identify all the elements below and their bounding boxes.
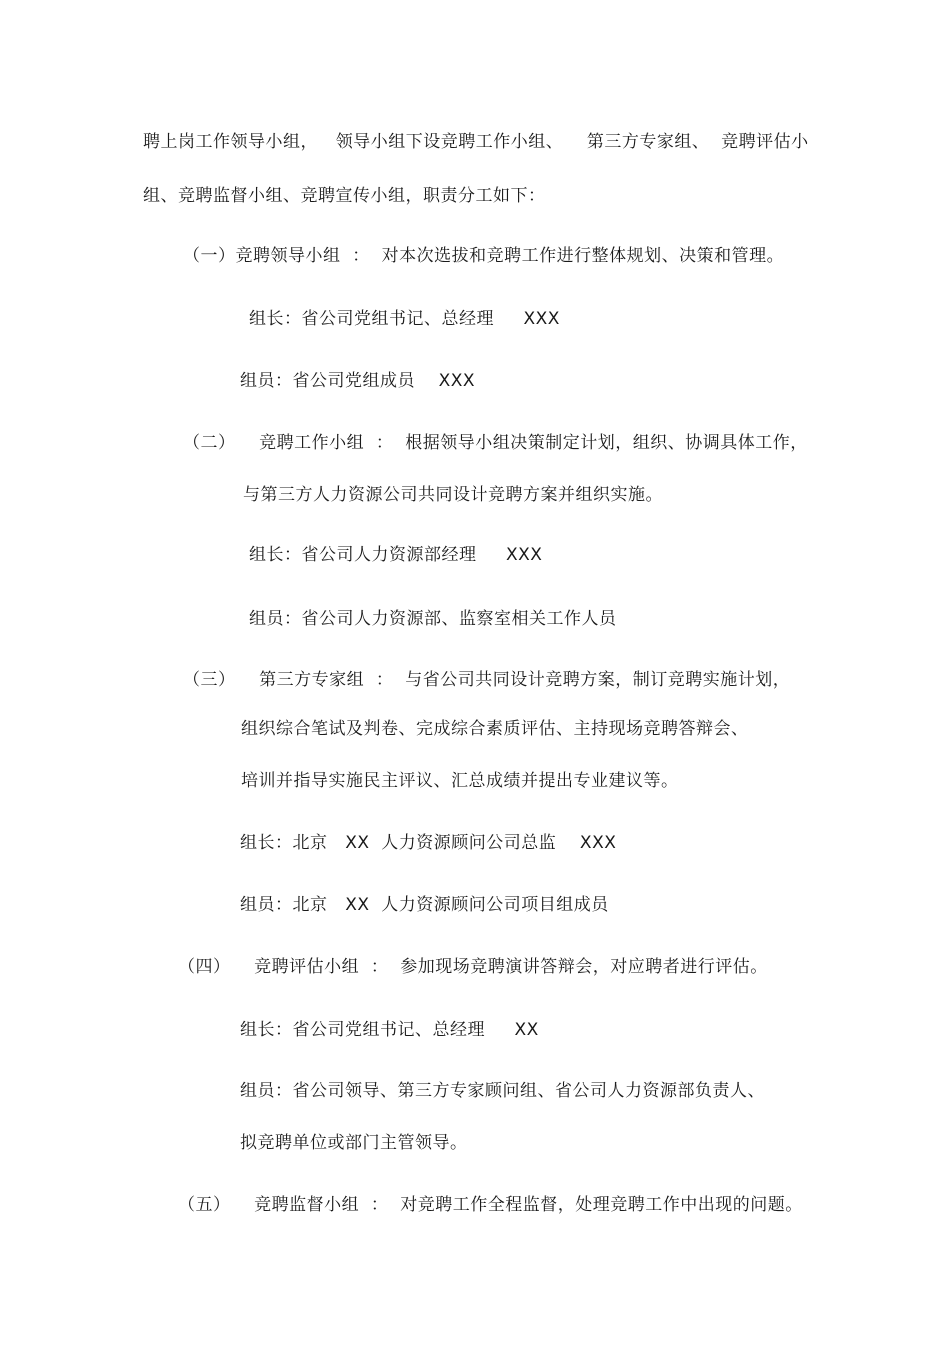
section-2-heading-cont: 与第三方人力资源公司共同设计竞聘方案并组织实施。 [243, 485, 663, 505]
section-1-members: 组员：省公司党组成员 XXX [240, 371, 476, 391]
section-1-leader: 组长：省公司党组书记、总经理 XXX [249, 309, 560, 329]
section-2-heading: （二） 竞聘工作小组 ： 根据领导小组决策制定计划，组织、协调具体工作， [183, 433, 808, 453]
section-3-heading-cont: 培训并指导实施民主评议、汇总成绩并提出专业建议等。 [241, 771, 679, 791]
section-4-members: 组员：省公司领导、第三方专家顾问组、省公司人力资源部负责人、 [240, 1081, 765, 1101]
section-3-members: 组员：北京 XX 人力资源顾问公司项目组成员 [240, 895, 609, 915]
intro-paragraph-line: 组、竞聘监督小组、竞聘宣传小组，职责分工如下： [143, 186, 546, 206]
section-3-heading-cont: 组织综合笔试及判卷、完成综合素质评估、主持现场竞聘答辩会、 [241, 719, 749, 739]
section-4-members-cont: 拟竞聘单位或部门主管领导。 [240, 1133, 468, 1153]
intro-paragraph-line: 聘上岗工作领导小组， 领导小组下设竞聘工作小组、 第三方专家组、 竞聘评估小 [143, 132, 809, 152]
section-2-leader: 组长：省公司人力资源部经理 XXX [249, 545, 543, 565]
section-4-heading: （四） 竞聘评估小组 ： 参加现场竞聘演讲答辩会，对应聘者进行评估。 [178, 957, 768, 977]
section-5-heading: （五） 竞聘监督小组 ： 对竞聘工作全程监督，处理竞聘工作中出现的问题。 [178, 1195, 803, 1215]
section-3-leader: 组长：北京 XX 人力资源顾问公司总监 XXX [240, 833, 617, 853]
section-3-heading: （三） 第三方专家组 ： 与省公司共同设计竞聘方案，制订竞聘实施计划， [183, 670, 791, 690]
section-2-members: 组员：省公司人力资源部、监察室相关工作人员 [249, 609, 617, 629]
section-1-heading: （一）竞聘领导小组 ： 对本次选拔和竞聘工作进行整体规划、决策和管理。 [183, 246, 785, 266]
section-4-leader: 组长：省公司党组书记、总经理 XX [240, 1020, 539, 1040]
